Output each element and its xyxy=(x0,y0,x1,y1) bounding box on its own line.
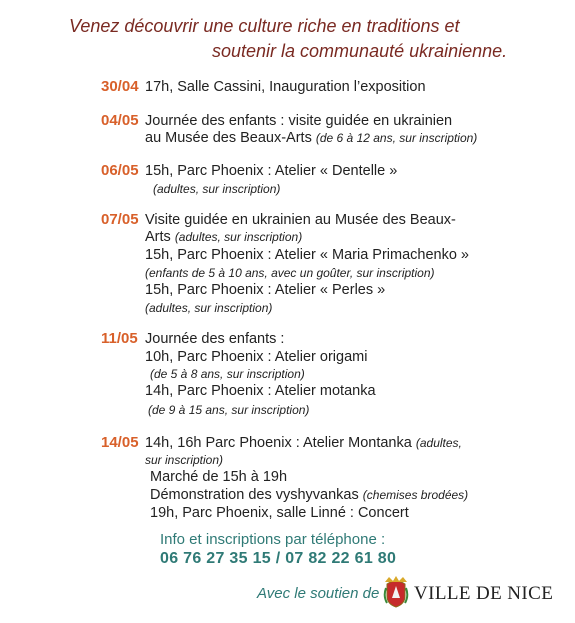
event-line xyxy=(145,229,302,246)
info-block xyxy=(160,531,396,568)
support-label: Avec le soutien de xyxy=(257,585,380,602)
event-date: 06/05 xyxy=(101,162,139,179)
event-note: (de 9 à 15 ans, sur inscription) xyxy=(148,403,310,417)
intro-line-1: Venez découvrir une culture riche en traditions et xyxy=(69,16,460,36)
intro-line-2: soutenir la communauté ukrainienne. xyxy=(212,41,508,61)
event-text: Démonstration des vyshyvankas xyxy=(150,487,359,503)
event-note: (adultes, sur inscription) xyxy=(145,301,273,315)
city-name: VILLE DE NICE xyxy=(414,583,554,604)
event-text: Arts xyxy=(145,229,171,245)
event-line: 14h, Parc Phoenix : Atelier motanka xyxy=(145,383,376,399)
event-line: 15h, Parc Phoenix : Atelier « Dentelle » xyxy=(145,163,398,179)
event-note: (chemises brodées) xyxy=(362,488,469,502)
event-date: 30/04 xyxy=(101,78,139,95)
event-line: Visite guidée en ukrainien au Musée des Beaux- xyxy=(145,212,456,228)
event-text: 14h, 16h Parc Phoenix : Atelier Montanka xyxy=(145,435,412,451)
event-note: (adultes, sur inscription) xyxy=(153,182,281,196)
event-date: 04/05 xyxy=(101,112,139,129)
event-line xyxy=(150,487,468,504)
phone-numbers: 06 76 27 35 15 / 07 82 22 61 80 xyxy=(160,550,397,567)
event-date: 14/05 xyxy=(101,434,139,451)
event-line: 10h, Parc Phoenix : Atelier origami xyxy=(145,349,368,365)
event-line xyxy=(145,435,462,452)
event-note: (adultes, sur inscription) xyxy=(174,230,303,244)
event-line xyxy=(145,130,477,147)
event-note: (adultes, xyxy=(415,436,462,450)
event-line: 19h, Parc Phoenix, salle Linné : Concert xyxy=(150,505,409,521)
event-line: 15h, Parc Phoenix : Atelier « Perles » xyxy=(145,282,386,298)
nice-crest-logo xyxy=(383,576,409,609)
event-line: Journée des enfants : xyxy=(145,331,285,347)
event-line: Journée des enfants : visite guidée en ukrainien xyxy=(145,113,453,129)
event-note: (de 5 à 8 ans, sur inscription) xyxy=(150,367,305,381)
event-text: au Musée des Beaux-Arts xyxy=(145,130,312,146)
event-note: sur inscription) xyxy=(145,453,224,467)
event-note: (de 6 à 12 ans, sur inscription) xyxy=(315,131,478,145)
event-note: (enfants de 5 à 10 ans, avec un goûter, sur inscription) xyxy=(145,266,435,280)
event-line: 15h, Parc Phoenix : Atelier « Maria Primachenko » xyxy=(145,247,469,263)
event-date: 07/05 xyxy=(101,211,139,228)
event-line: Marché de 15h à 19h xyxy=(150,469,288,485)
event-date: 11/05 xyxy=(101,330,138,347)
event-line: 17h, Salle Cassini, Inauguration l’exposition xyxy=(145,79,426,95)
info-label: Info et inscriptions par téléphone : xyxy=(160,531,386,548)
